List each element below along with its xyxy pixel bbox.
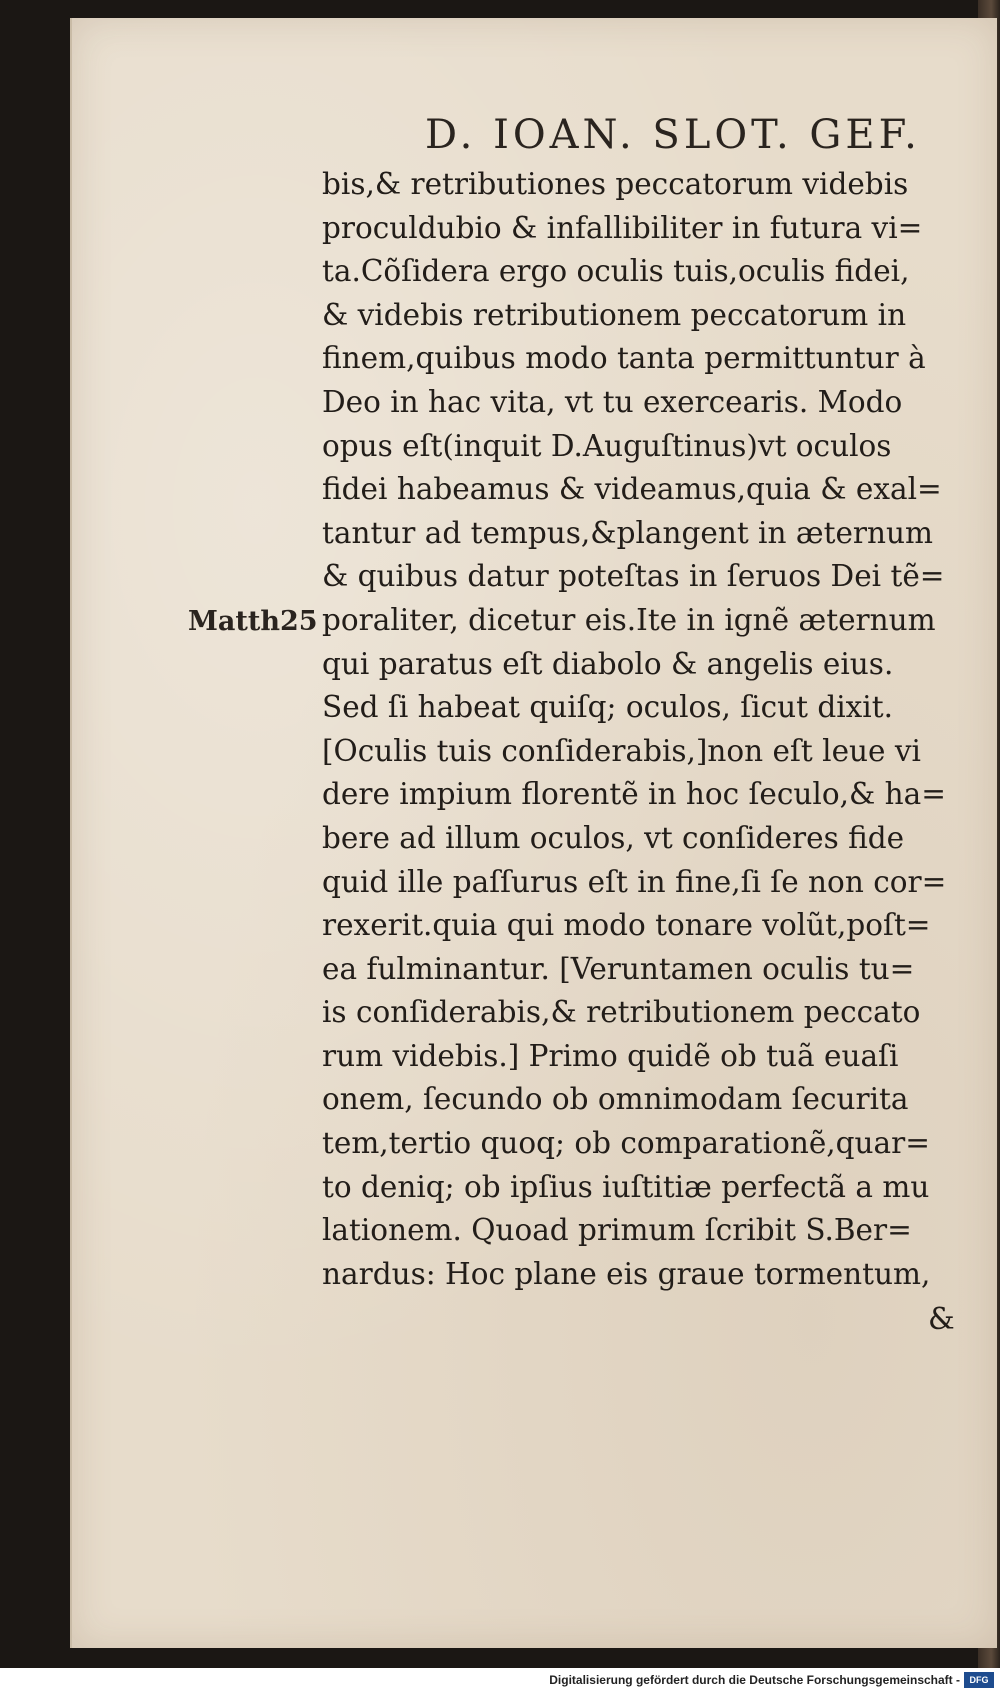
text-line: tantur ad tempus,&plangent in æternum [322,515,933,550]
funding-credit: Digitalisierung gefördert durch die Deutsche Forschungsgemeinschaft - [549,1673,960,1687]
text-line: opus eſt(inquit D.Auguſtinus)vt oculos [322,428,892,463]
text-line: bis,& retributiones peccatorum videbis [322,167,909,201]
text-line: quid ille paſſurus eſt in fine,ſi ſe non cor= [322,864,947,899]
margin-note: Matth25 [188,606,318,637]
text-line: qui paratus eſt diabolo & angelis eius. [322,646,894,681]
text-line: Deo in hac vita, vt tu exercearis. Modo [322,384,903,419]
text-line: is conſiderabis,& retributionem peccato [322,995,921,1030]
text-line: bere ad illum oculos, vt conſideres fide [322,820,905,855]
text-line: lationem. Quoad primum ſcribit S.Ber= [322,1213,912,1248]
text-line: dere impium florentẽ in hoc ſeculo,& ha= [322,777,946,812]
text-line: fidei habeamus & videamus,quia & exal= [322,472,942,507]
text-line: ta.Cõſidera ergo oculis tuis,oculis fidei, [322,254,910,289]
text-line: proculdubio & infallibiliter in futura vi= [322,210,923,245]
text-line: [Oculis tuis conſiderabis,]non eſt leue vi [322,733,921,768]
text-line: & videbis retributionem peccatorum in [322,297,907,332]
running-head: D. IOAN. SLOT. GEF. [425,112,921,158]
text-line: tem,tertio quoq; ob comparationẽ,quar= [322,1126,930,1161]
footer-bar [0,1668,1000,1694]
dfg-logo: DFG [964,1672,994,1688]
text-line: onem, ſecundo ob omnimodam ſecurita [322,1082,909,1117]
catchword: & [928,1302,955,1337]
text-line: Sed ſi habeat quiſq; oculos, ſicut dixit. [322,690,893,725]
text-line: poraliter, dicetur eis.Ite in ignẽ æternum [322,602,936,637]
text-line: & quibus datur poteſtas in ſeruos Dei tẽ= [322,559,945,594]
text-line: finem,quibus modo tanta permittuntur à [322,341,926,376]
text-line: ea fulminantur. [Veruntamen oculis tu= [322,951,915,986]
body-text [322,163,977,1296]
text-line: nardus: Hoc plane eis graue tormentum, [322,1256,931,1291]
text-line: rexerit.quia qui modo tonare volũt,poſt= [322,908,931,943]
text-line: rum videbis.] Primo quidẽ ob tuã euaſi [322,1038,899,1073]
text-line: to deniq; ob ipſius iuſtitiæ perfectã a mu [322,1169,930,1204]
